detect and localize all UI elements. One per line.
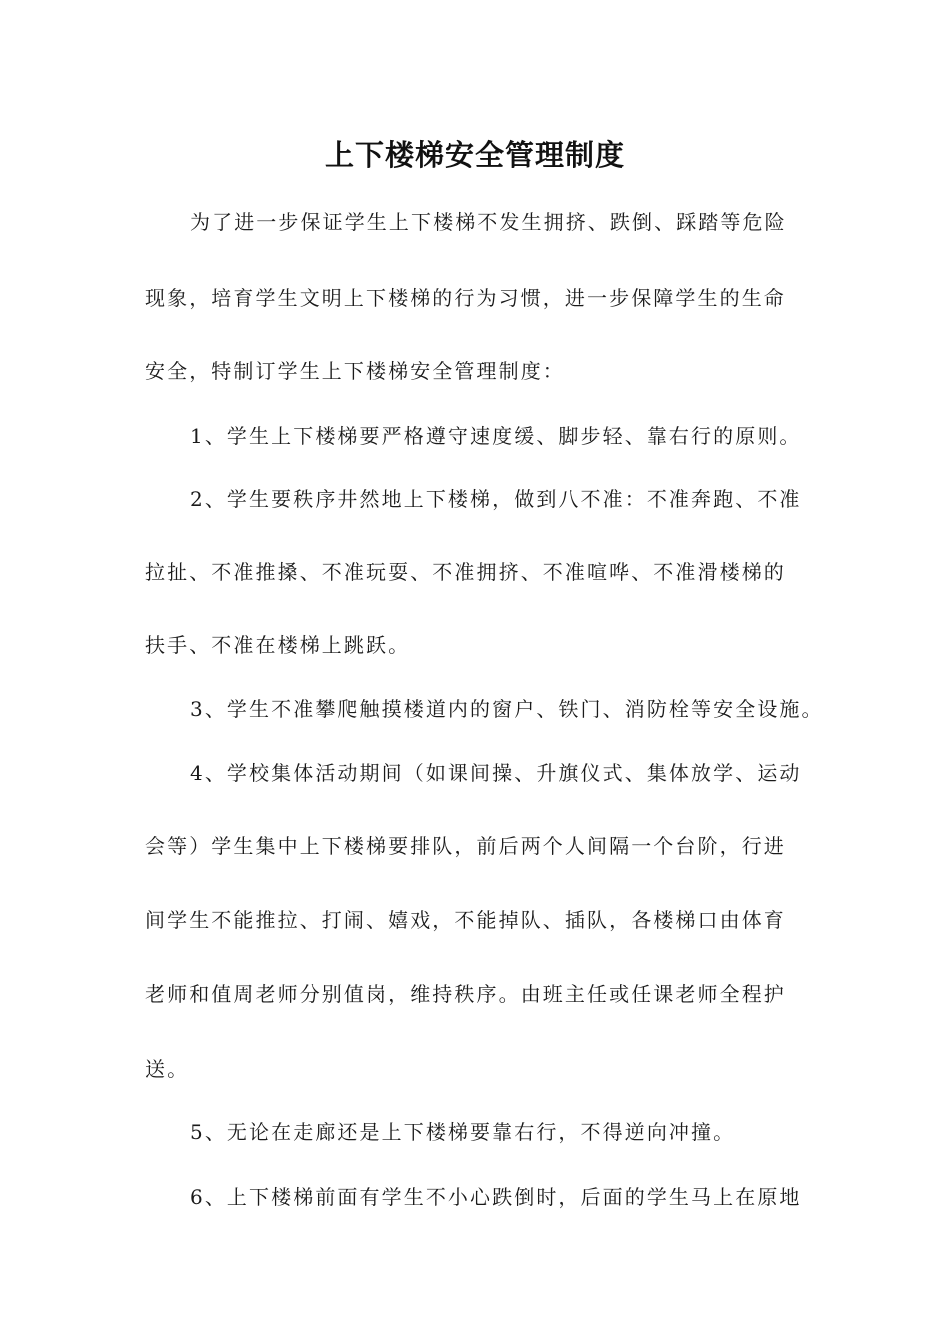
rule-6-line-1: 6、上下楼梯前面有学生不小心跌倒时，后面的学生马上在原地 [190,1185,802,1209]
rule-4-line-4: 老师和值周老师分别值岗，维持秩序。由班主任或任课老师全程护 [145,982,786,1006]
rule-4-line-2: 会等）学生集中上下楼梯要排队，前后两个人间隔一个台阶，行进 [145,834,786,858]
rule-1-line-1: 1、学生上下楼梯要严格遵守速度缓、脚步轻、靠右行的原则。 [190,424,802,448]
paragraph-intro-line-2: 现象，培育学生文明上下楼梯的行为习惯，进一步保障学生的生命 [145,286,786,310]
rule-4-line-5: 送。 [145,1057,190,1081]
rule-2-line-3: 扶手、不准在楼梯上跳跃。 [145,633,411,657]
document-title: 上下楼梯安全管理制度 [324,138,625,172]
rule-3-line-1: 3、学生不准攀爬触摸楼道内的窗户、铁门、消防栓等安全设施。 [190,697,824,721]
rule-2-line-1: 2、学生要秩序井然地上下楼梯，做到八不准：不准奔跑、不准 [190,487,802,511]
rule-2-line-2: 拉扯、不准推搡、不准玩耍、不准拥挤、不准喧哗、不准滑楼梯的 [145,560,786,584]
paragraph-intro-line-3: 安全，特制订学生上下楼梯安全管理制度： [145,359,565,383]
rule-4-line-3: 间学生不能推拉、打闹、嬉戏，不能掉队、插队，各楼梯口由体育 [145,908,786,932]
rule-4-line-1: 4、学校集体活动期间（如课间操、升旗仪式、集体放学、运动 [190,761,802,785]
paragraph-intro-line-1: 为了进一步保证学生上下楼梯不发生拥挤、跌倒、踩踏等危险 [190,210,787,234]
rule-5-line-1: 5、无论在走廊还是上下楼梯要靠右行，不得逆向冲撞。 [190,1120,736,1144]
